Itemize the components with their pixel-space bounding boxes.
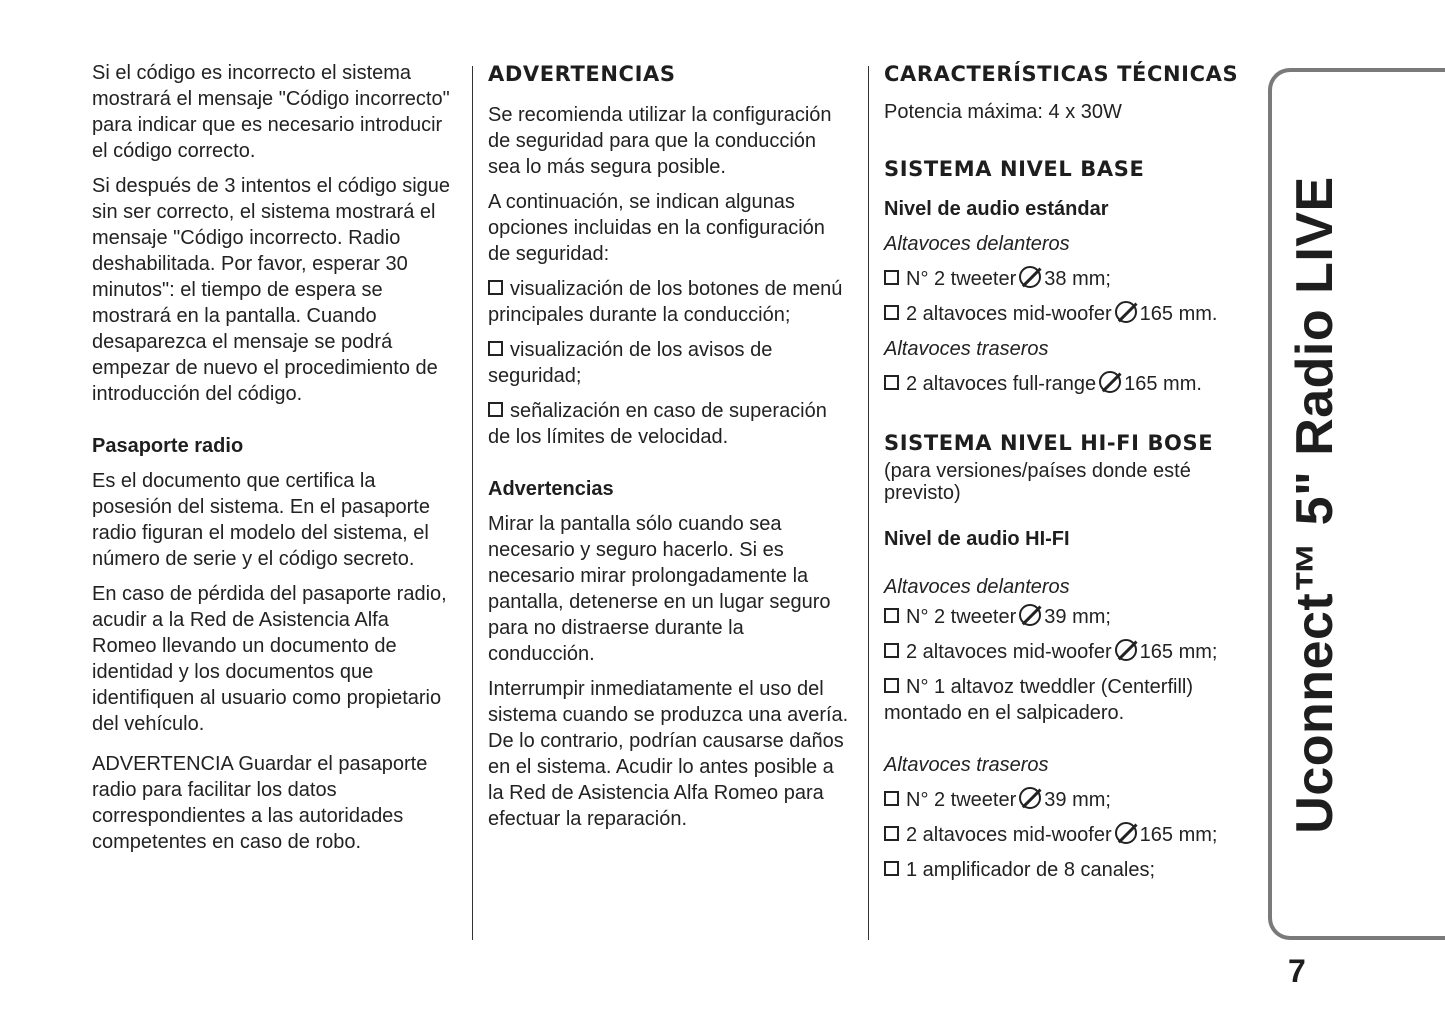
audio-level-heading: Nivel de audio HI-FI xyxy=(884,528,1070,550)
diameter-icon xyxy=(1115,301,1137,323)
paragraph: Mirar la pantalla sólo cuando sea necesario y seguro hacerlo. Si es necesario mirar prolongadamente la pantalla, detenerse en un lugar seguro para no distraerse durante la conducción. xyxy=(488,513,831,665)
paragraph: ADVERTENCIA Guardar el pasaporte radio para facilitar los datos correspondientes a las autoridades competentes en caso de robo. xyxy=(92,753,428,853)
page-number: 7 xyxy=(1288,953,1306,989)
paragraph: Si después de 3 intentos el código sigue sin ser correcto, el sistema mostrará el mensaje "Código incorrecto. Radio deshabilitada. Por favor, esperar 30 minutos": el tiempo de espera se mostrará en la pantalla. Cuando desaparezca el mensaje se podrá empezar de nuevo el procedimiento de introducción del código. xyxy=(92,175,451,405)
paragraph: Si el código es incorrecto el sistema mostrará el mensaje "Código incorrecto" para indicar que es necesario introducir el código correcto. xyxy=(92,62,450,162)
availability-note: (para versiones/países donde esté previsto) xyxy=(884,460,1191,504)
speaker-group-label: Altavoces traseros xyxy=(884,754,1049,776)
spec-item: 2 altavoces mid-woofer 165 mm. xyxy=(884,301,1254,327)
checkbox-icon xyxy=(488,402,503,417)
speaker-group-label: Altavoces traseros xyxy=(884,338,1049,360)
checkbox-icon xyxy=(884,861,899,876)
diameter-icon xyxy=(1019,787,1041,809)
spec-item: 1 amplificador de 8 canales; xyxy=(884,857,1254,883)
subsection-heading-advertencias: Advertencias xyxy=(488,478,614,500)
paragraph: En caso de pérdida del pasaporte radio, acudir a la Red de Asistencia Alfa Romeo llevando un documento de identidad y los documentos que identifiquen al usuario como propietario del vehículo. xyxy=(92,583,447,735)
diameter-icon xyxy=(1019,604,1041,626)
section-heading-pasaporte: Pasaporte radio xyxy=(92,435,244,457)
speaker-group-label: Altavoces delanteros xyxy=(884,233,1070,255)
diameter-icon xyxy=(1019,266,1041,288)
list-item: visualización de los botones de menú principales durante la conducción; xyxy=(488,278,843,326)
checkbox-icon xyxy=(884,643,899,658)
spec-item: 2 altavoces mid-woofer 165 mm; xyxy=(884,822,1254,848)
checkbox-icon xyxy=(884,270,899,285)
column-divider xyxy=(472,66,473,940)
spec-item: N° 1 altavoz tweddler (Centerfill) montado en el salpicadero. xyxy=(884,676,1193,724)
column-divider xyxy=(868,66,869,940)
checkbox-icon xyxy=(488,280,503,295)
section-heading-advertencias: ADVERTENCIAS xyxy=(488,62,676,86)
paragraph: Es el documento que certifica la posesión del sistema. En el pasaporte radio figuran el modelo del sistema, el número de serie y el código secreto. xyxy=(92,470,430,570)
power-spec: Potencia máxima: 4 x 30W xyxy=(884,101,1122,123)
spec-item: N° 2 tweeter 39 mm; xyxy=(884,787,1254,813)
diameter-icon xyxy=(1115,822,1137,844)
checkbox-icon xyxy=(884,791,899,806)
spec-item: 2 altavoces full-range 165 mm. xyxy=(884,371,1254,397)
diameter-icon xyxy=(1115,639,1137,661)
checkbox-icon xyxy=(884,375,899,390)
paragraph: Interrumpir inmediatamente el uso del sistema cuando se produzca una avería. De lo contrario, podrían causarse daños en el sistema. Acudir lo antes posible a la Red de Asistencia Alfa Romeo para efectuar la reparación. xyxy=(488,678,849,830)
checkbox-icon xyxy=(884,608,899,623)
speaker-group-label: Altavoces delanteros xyxy=(884,576,1070,598)
checkbox-icon xyxy=(488,341,503,356)
list-item: señalización en caso de superación de los límites de velocidad. xyxy=(488,400,827,448)
spec-item: N° 2 tweeter 39 mm; xyxy=(884,604,1254,630)
section-heading-hifi-bose: SISTEMA NIVEL HI-FI BOSE xyxy=(884,431,1214,455)
audio-level-heading: Nivel de audio estándar xyxy=(884,198,1109,220)
checkbox-icon xyxy=(884,678,899,693)
paragraph: A continuación, se indican algunas opciones incluidas en la configuración de seguridad: xyxy=(488,191,825,265)
diameter-icon xyxy=(1099,371,1121,393)
paragraph: Se recomienda utilizar la configuración de seguridad para que la conducción sea lo más segura posible. xyxy=(488,104,832,178)
spec-item: 2 altavoces mid-woofer 165 mm; xyxy=(884,639,1254,665)
checkbox-icon xyxy=(884,826,899,841)
column-middle xyxy=(488,60,852,841)
checkbox-icon xyxy=(884,305,899,320)
list-item: visualización de los avisos de seguridad; xyxy=(488,339,773,387)
column-left xyxy=(92,60,458,864)
section-heading-nivel-base: SISTEMA NIVEL BASE xyxy=(884,157,1145,181)
spec-item: N° 2 tweeter 38 mm; xyxy=(884,266,1254,292)
chapter-title: Uconnect™ 5" Radio LIVE xyxy=(1286,176,1344,834)
section-heading-caracteristicas: CARACTERÍSTICAS TÉCNICAS xyxy=(884,62,1239,86)
column-right xyxy=(884,60,1254,892)
